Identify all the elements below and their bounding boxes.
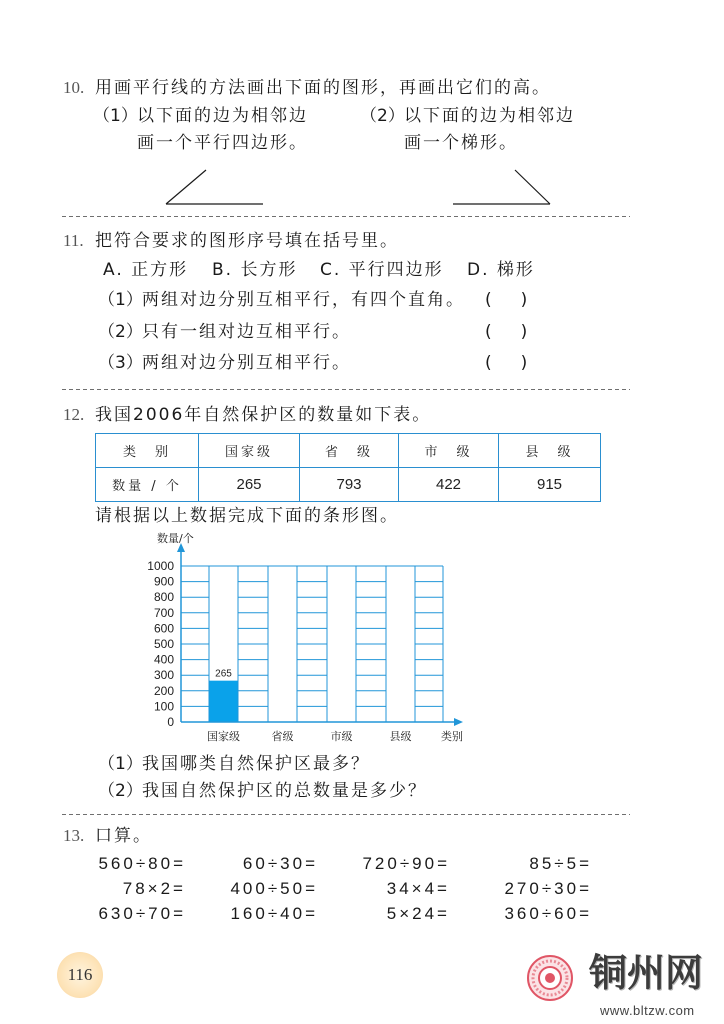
x-category-label: 市级 (330, 730, 353, 743)
item-label: （3） (98, 353, 143, 373)
q11-header (63, 231, 399, 251)
table-cell: 793 (300, 468, 399, 502)
table-cell: 422 (399, 468, 499, 502)
y-tick-label: 500 (153, 637, 174, 651)
q10-part2-line1 (360, 106, 575, 126)
parallelogram-given-sides (160, 165, 270, 210)
item-text: 两组对边分别互相平行，有四个直角。 (142, 290, 465, 310)
option-b: B. 长方形 (212, 260, 298, 280)
y-tick-label: 0 (167, 715, 174, 729)
bar-chart (140, 530, 470, 748)
mental-math-item: 720÷90= (362, 854, 450, 873)
item-text: 我国哪类自然保护区最多？ (142, 754, 370, 774)
table-header-cell: 市 级 (399, 434, 499, 468)
table-header-cell: 县 级 (499, 434, 601, 468)
mental-math-item: 400÷50= (230, 879, 318, 898)
question-number: 13. (63, 826, 85, 845)
part-label: （2） (360, 106, 405, 126)
x-axis-title: 类别 (441, 730, 463, 743)
trapezoid-given-sides (448, 165, 558, 210)
y-tick-label: 400 (153, 652, 174, 667)
table-header-cell: 国家级 (199, 434, 300, 468)
watermark-seal-icon (526, 954, 574, 1002)
table-row-label: 数量 / 个 (96, 468, 199, 502)
question-number: 12. (63, 405, 85, 424)
x-category-label: 国家级 (207, 730, 240, 743)
question-prompt: 把符合要求的图形序号填在括号里。 (95, 231, 399, 251)
mental-math-item: 5×24= (386, 904, 450, 923)
question-prompt: 我国2006年自然保护区的数量如下表。 (95, 405, 432, 425)
y-tick-label: 100 (153, 699, 174, 714)
y-tick-label: 600 (153, 621, 174, 636)
item-text: 两组对边分别互相平行。 (142, 353, 351, 373)
option-d: D. 梯形 (467, 260, 535, 280)
bar-slot (386, 566, 415, 722)
item-label: （2） (98, 781, 143, 801)
y-tick-label: 300 (153, 668, 174, 683)
item-text: 只有一组对边互相平行。 (142, 322, 351, 342)
y-tick-label: 200 (153, 683, 174, 698)
bar-slot (268, 566, 297, 722)
watermark-site-name: 铜州网 (589, 951, 704, 995)
q10-part1-line1 (93, 106, 308, 126)
y-tick-label: 800 (153, 590, 174, 605)
question-number: 10. (63, 78, 85, 97)
bar-slot (327, 566, 356, 722)
option-c: C. 平行四边形 (320, 260, 444, 280)
part-text: 以下面的边为相邻边 (404, 106, 575, 126)
question-number: 11. (63, 231, 84, 250)
table-header-row (96, 434, 601, 468)
q12-question-1 (98, 754, 370, 774)
mental-math-item: 630÷70= (98, 904, 186, 923)
part-label: （1） (93, 106, 138, 126)
q11-item-2 (98, 322, 351, 342)
table-row (96, 468, 601, 502)
part-text: 以下面的边为相邻边 (137, 106, 308, 126)
answer-blank: ( ) (485, 353, 534, 373)
item-text: 我国自然保护区的总数量是多少？ (142, 781, 427, 801)
q10-part2-line2: 画一个梯形。 (404, 133, 518, 153)
bar-value-label: 265 (215, 668, 232, 680)
seal-center (545, 973, 555, 983)
x-category-label: 省级 (271, 730, 294, 743)
q10-part1-line2: 画一个平行四边形。 (137, 133, 308, 153)
section-divider (62, 389, 630, 390)
item-label: （1） (98, 290, 143, 310)
q11-item-3 (98, 353, 351, 373)
table-header-cell: 省 级 (300, 434, 399, 468)
mental-math-item: 160÷40= (230, 904, 318, 923)
table-header-cell: 类 别 (96, 434, 199, 468)
y-axis-title: 数量/个 (157, 532, 194, 545)
mental-math-item: 34×4= (386, 879, 450, 898)
chart-instruction: 请根据以上数据完成下面的条形图。 (95, 506, 399, 526)
table-cell: 265 (199, 468, 300, 502)
option-a: A. 正方形 (103, 260, 189, 280)
mental-math-item: 270÷30= (504, 879, 592, 898)
q12-header (63, 405, 431, 425)
table-cell: 915 (499, 468, 601, 502)
answer-blank: ( ) (485, 290, 534, 310)
item-label: （1） (98, 754, 143, 774)
q12-question-2 (98, 781, 427, 801)
section-divider (62, 216, 630, 217)
q11-item-1 (98, 290, 465, 310)
x-category-label: 县级 (389, 730, 412, 743)
reserve-count-table (95, 433, 601, 502)
x-axis-arrow (454, 718, 463, 726)
y-tick-label: 900 (153, 574, 174, 589)
section-divider (62, 814, 630, 815)
y-tick-label: 1000 (147, 559, 174, 573)
slanted-side-line (166, 170, 206, 204)
watermark-url: www.bltzw.com (600, 1003, 695, 1018)
mental-math-item: 560÷80= (98, 854, 186, 873)
slanted-side-line (515, 170, 550, 204)
bar (210, 681, 238, 722)
mental-math-item: 360÷60= (504, 904, 592, 923)
mental-math-item: 78×2= (122, 879, 186, 898)
y-tick-label: 700 (153, 605, 174, 620)
q10-header (63, 78, 551, 98)
mental-math-item: 60÷30= (242, 854, 318, 873)
page-number: 116 (57, 952, 103, 998)
question-prompt: 口算。 (95, 826, 152, 846)
answer-blank: ( ) (485, 322, 534, 342)
item-label: （2） (98, 322, 143, 342)
q13-header (63, 826, 152, 846)
mental-math-item: 85÷5= (529, 854, 592, 873)
question-prompt: 用画平行线的方法画出下面的图形，再画出它们的高。 (95, 78, 551, 98)
